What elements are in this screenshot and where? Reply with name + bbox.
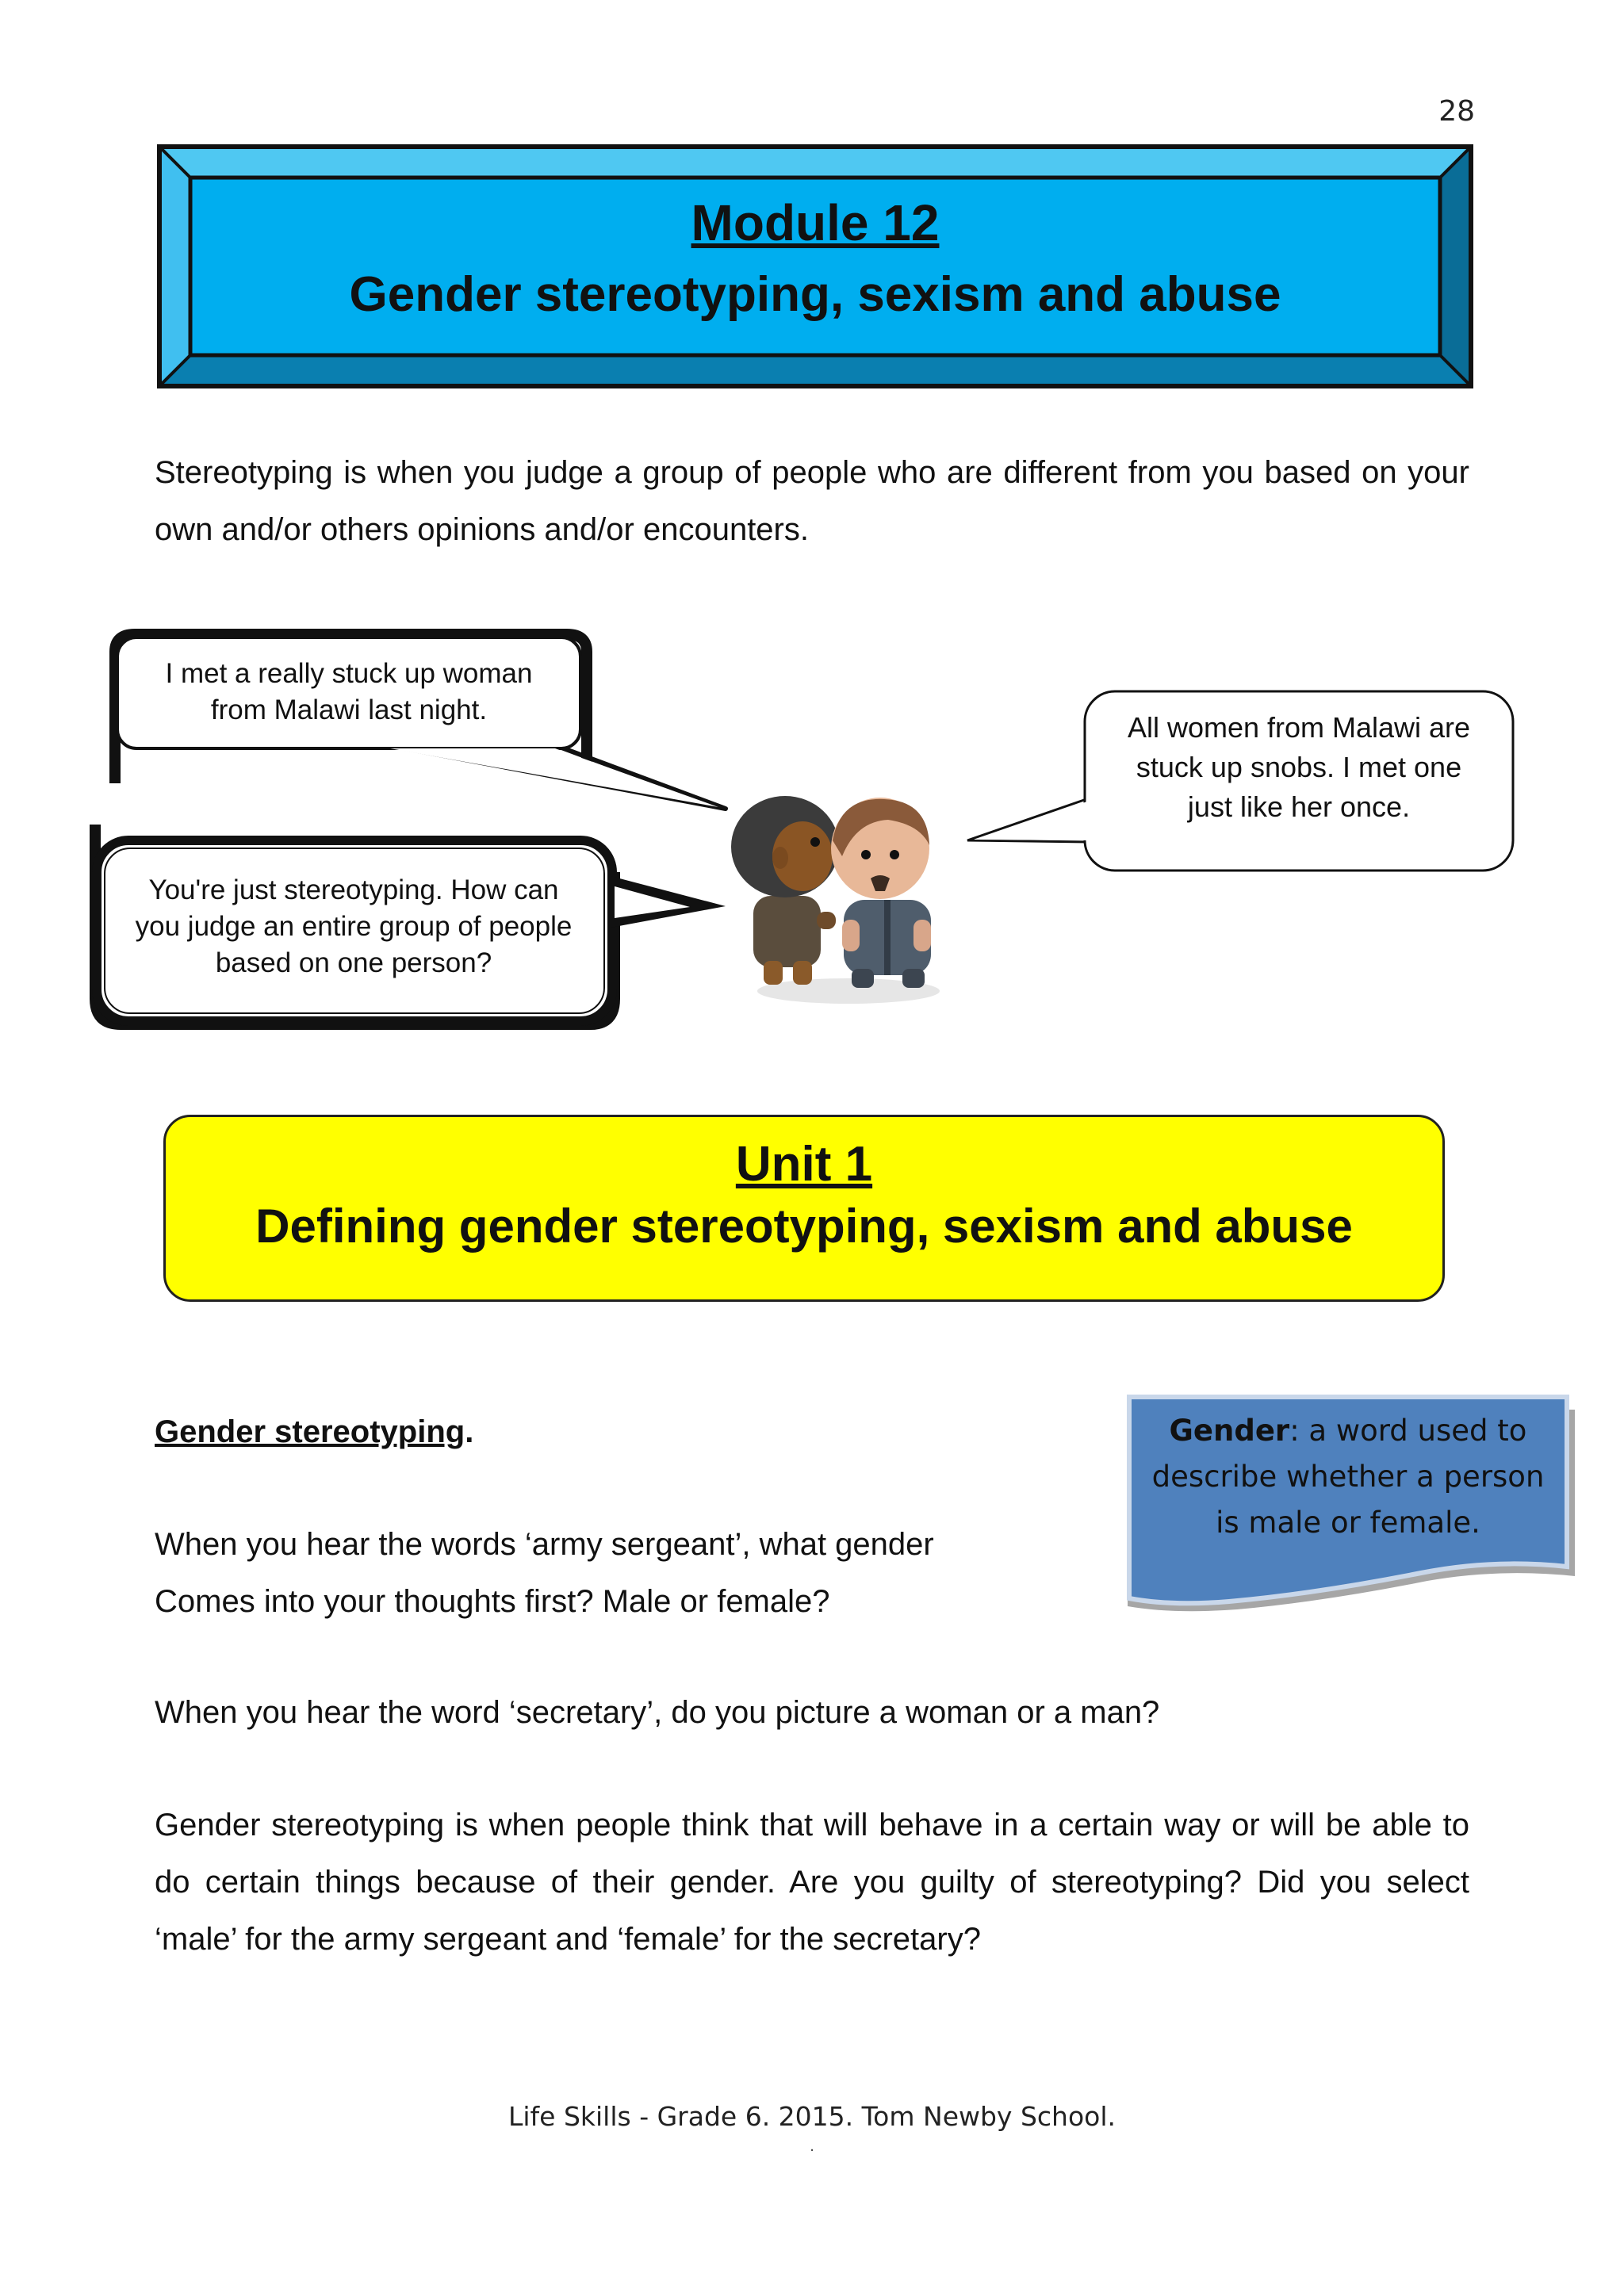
unit-banner (163, 1115, 1445, 1302)
module-number: Module 12 (691, 194, 940, 251)
unit-title: Defining gender stereotyping, sexism and abuse (255, 1200, 1353, 1253)
page-number: 28 (1438, 95, 1475, 128)
explanation-paragraph: Gender stereotyping is when people think that will behave in a certain way or will be able to do certain things because of their gender. Are you guilty of stereotyping? Did you select ‘male’ for the army sergeant and ‘female’ for the secretary? (155, 1808, 1469, 1957)
footer-dot: . (810, 2137, 814, 2155)
module-title: Gender stereotyping, sexism and abuse (349, 267, 1281, 322)
footer-text: Life Skills - Grade 6. 2015. Tom Newby School. (508, 2101, 1116, 2132)
definition-term: Gender (1169, 1414, 1290, 1448)
bubble-text-bottom-left: You're just stereotyping. How can you judge an entire group of people based on one person? (135, 874, 573, 978)
bubble-text-top-left: I met a really stuck up woman from Malawi last night. (165, 658, 533, 725)
section-heading: Gender stereotyping. (155, 1414, 474, 1449)
unit-number: Unit 1 (735, 1137, 873, 1192)
bubble-text-right: All women from Malawi are stuck up snobs. I met one just like her once. (1127, 711, 1471, 823)
module-heading (157, 144, 1473, 388)
definition-body: : a word used to describe whether a person is male or female. (1151, 1414, 1545, 1540)
question-secretary: When you hear the word ‘secretary’, do you picture a woman or a man? (155, 1695, 1160, 1730)
definition-text (1142, 1408, 1554, 1546)
intro-paragraph: Stereotyping is when you judge a group of people who are different from you based on your own and/or others opinions and/or encounters. (155, 455, 1469, 547)
two-people-talking-icon (731, 796, 940, 1004)
question-army-sergeant: When you hear the words ‘army sergeant’, what gender Comes into your thoughts first? Male or female? (155, 1527, 934, 1619)
